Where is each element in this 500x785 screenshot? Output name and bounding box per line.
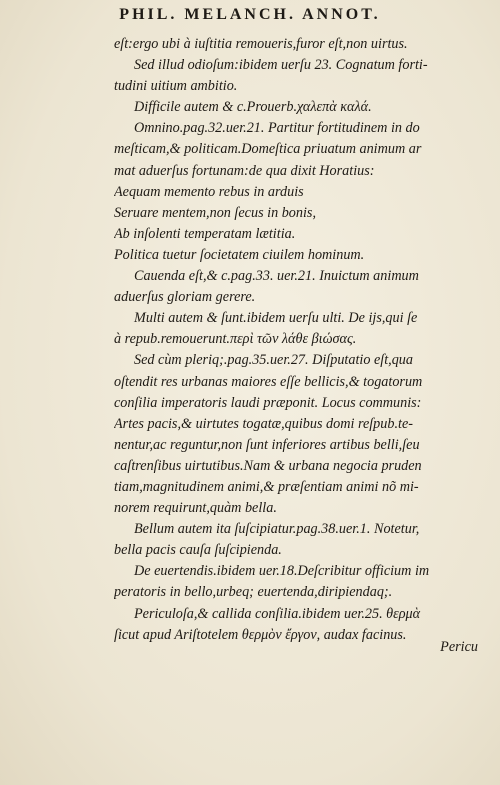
text-line: Cauenda eſt,& c.pag.33. uer.21. Inuictum animum: [134, 268, 419, 285]
text-line: mat aduerſus fortunam:de qua dixit Horatius:: [114, 162, 375, 179]
text-line: norem requirunt,quàm bella.: [114, 500, 277, 517]
text-line: nentur,ac reguntur,non ſunt inferiores artibus belli,ſeu: [114, 436, 420, 453]
text-line: Difficile autem & c.Prouerb.χαλεπὰ καλά.: [134, 99, 372, 116]
text-line: Artes pacis,& uirtutes togatæ,quibus domi reſpub.te-: [114, 415, 413, 432]
text-line: meſticam,& politicam.Domeſtica priuatum animum ar: [114, 141, 422, 158]
text-line: oſtendit res urbanas maiores eſſe bellicis,& togatorum: [114, 373, 423, 390]
text-block: [114, 34, 482, 646]
text-line: Omnino.pag.32.uer.21. Partitur fortitudinem in do: [134, 120, 420, 137]
catchword: Pericu: [440, 639, 478, 655]
text-line: Sed cùm pleriq;.pag.35.uer.27. Diſputatio eſt,qua: [134, 352, 413, 369]
text-line: tiam,magnitudinem animi,& præſentiam animi nõ mi-: [114, 478, 419, 495]
text-line: Sed illud odioſum:ibidem uerſu 23. Cognatum forti-: [134, 57, 428, 74]
text-line: Multi autem & ſunt.ibidem uerſu ulti. De ijs,qui ſe: [134, 310, 418, 327]
text-line: Ab inſolenti temperatam lætitia.: [114, 225, 296, 242]
text-line: conſilia imperatoris laudi præponit. Locus communis:: [114, 394, 422, 411]
text-line: aduerſus gloriam gerere.: [114, 289, 256, 306]
text-line: peratoris in bello,urbeq; euertenda,diripiendaq;.: [114, 584, 393, 601]
text-line: Aequam memento rebus in arduis: [114, 183, 304, 200]
text-line: Politica tuetur ſocietatem ciuilem hominum.: [114, 246, 365, 263]
text-line: Bellum autem ita ſuſcipiatur.pag.38.uer.1. Notetur,: [134, 521, 420, 538]
text-line: Periculoſa,& callida conſilia.ibidem uer.25. θερμὰ: [134, 605, 421, 622]
text-line: bella pacis cauſa ſuſcipienda.: [114, 542, 282, 559]
text-line: De euertendis.ibidem uer.18.Deſcribitur officium im: [134, 563, 430, 580]
text-line: caſtrenſibus uirtutibus.Nam & urbana negocia pruden: [114, 457, 422, 474]
text-line: tudini uitium ambitio.: [114, 78, 238, 95]
text-line: Seruare mentem,non ſecus in bonis,: [114, 204, 317, 221]
text-line: ſicut apud Ariſtotelem θερμὸν ἔργον, audax facinus.: [114, 626, 407, 643]
text-line: à repub.remouerunt.περὶ τῶν λάθε βιώσας.: [114, 331, 357, 348]
running-head: PHIL. MELANCH. ANNOT.: [119, 6, 381, 23]
text-line: eſt:ergo ubi à iuſtitia remoueris,furor eſt,non uirtus.: [114, 36, 408, 52]
